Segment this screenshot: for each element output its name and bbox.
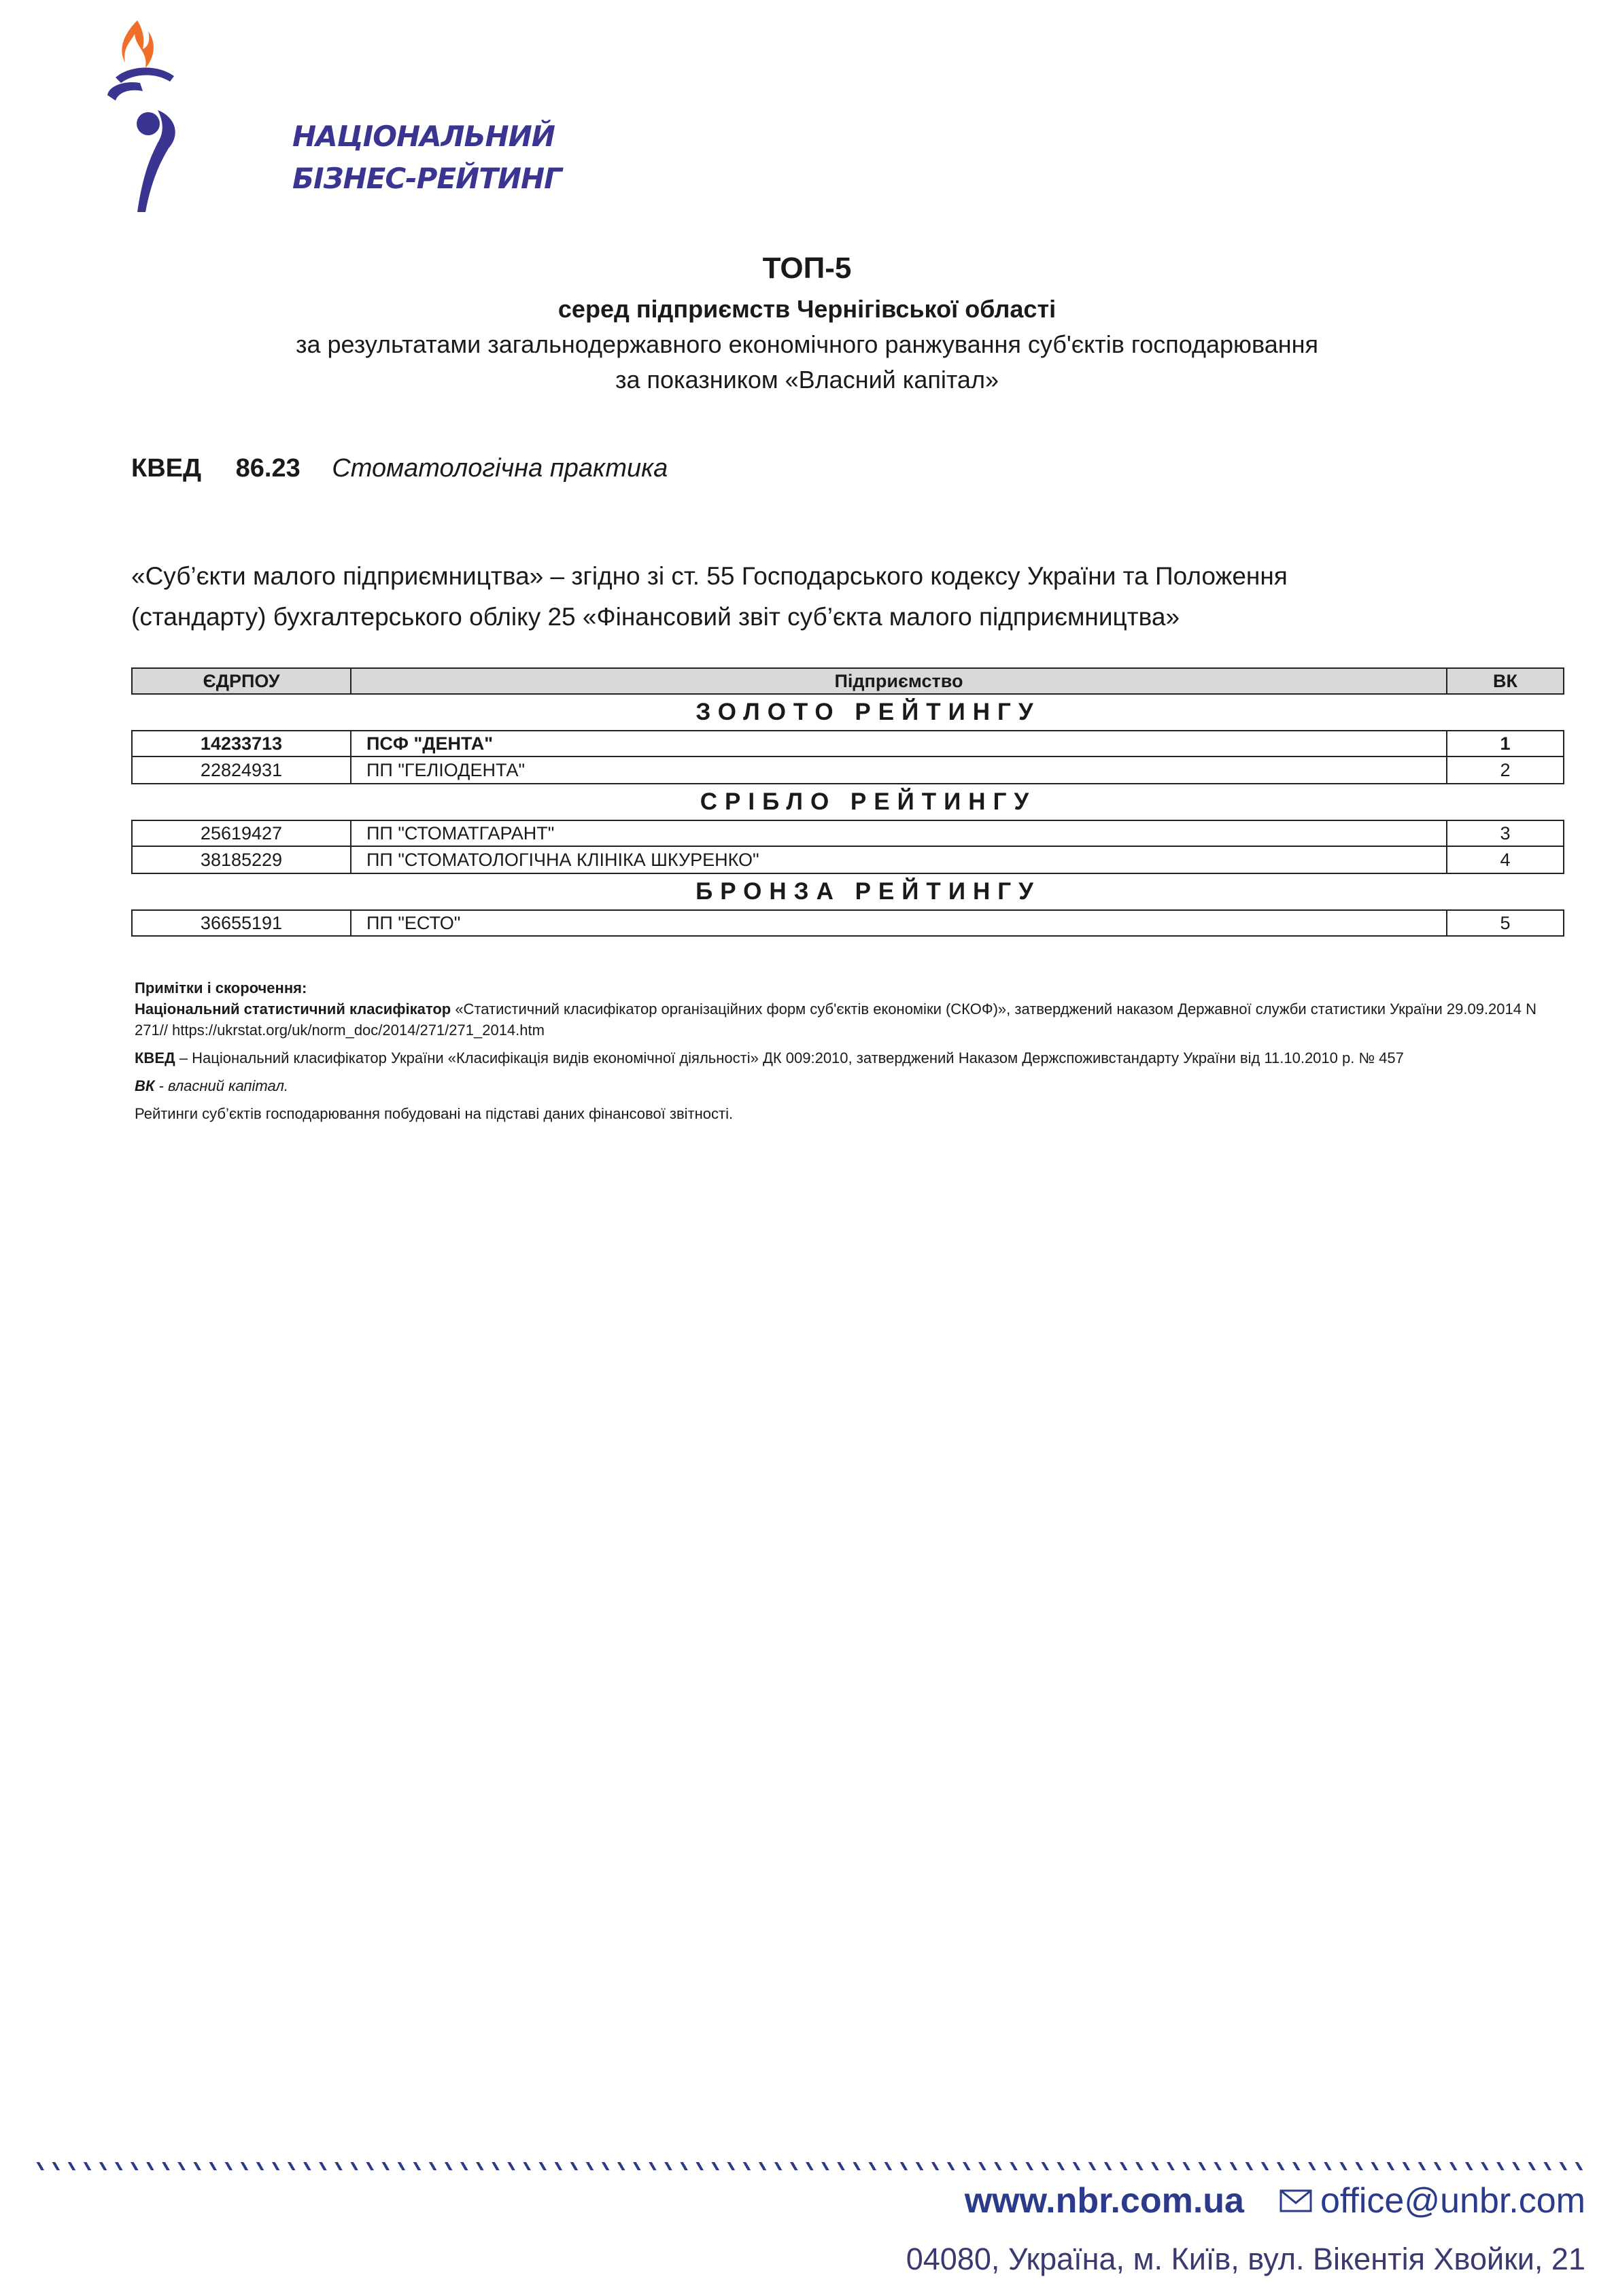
edrpou-cell: 36655191 xyxy=(133,911,351,935)
note-kved-text: – Національний класифікатор України «Класифікація видів економічної діяльності» ДК 009:2010, затверджений Наказом Держспоживстандарту України від 11.10.2010 р. № 457 xyxy=(175,1049,1404,1066)
company-cell: ПП "ЕСТО" xyxy=(351,911,1447,935)
company-cell: ПП "СТОМАТГАРАНТ" xyxy=(351,821,1447,846)
logo-line-2: БІЗНЕС-РЕЙТИНГ xyxy=(292,162,562,195)
company-cell: ПП "ГЕЛІОДЕНТА" xyxy=(351,757,1447,783)
rank-cell: 4 xyxy=(1500,849,1511,870)
note-classifier xyxy=(135,998,1562,1041)
email-link[interactable]: office@unbr.com xyxy=(1320,2181,1585,2221)
note-classifier-term: Національний статистичний класифікатор xyxy=(135,1001,451,1017)
band-silver: СРІБЛО РЕЙТИНГУ xyxy=(700,788,1037,815)
ranking-table xyxy=(131,667,1564,937)
rank-cell: 3 xyxy=(1500,822,1511,843)
table-row xyxy=(131,847,1564,874)
description-line-1: «Суб’єкти малого підприємництва» – згідно зі ст. 55 Господарського кодексу України та Положення xyxy=(131,562,1288,590)
table-row xyxy=(131,909,1564,937)
kved-activity: Стоматологічна практика xyxy=(332,454,668,483)
header-edrpou: ЄДРПОУ xyxy=(133,669,351,693)
footer-contacts xyxy=(965,2180,1585,2221)
kved-code: 86.23 xyxy=(235,454,301,483)
header-vk: ВК xyxy=(1493,670,1517,691)
footer-divider xyxy=(34,2162,1587,2170)
note-vk-term: ВК xyxy=(135,1077,155,1094)
description-line-2: (стандарту) бухгалтерського обліку 25 «Фінансовий звіт суб’єкта малого підприємництва» xyxy=(131,603,1180,631)
heading-indicator: за показником «Власний капітал» xyxy=(615,366,999,394)
table-row xyxy=(131,820,1564,847)
header-company: Підприємство xyxy=(351,669,1447,693)
rank-cell: 1 xyxy=(1500,733,1511,754)
website-link[interactable]: www.nbr.com.ua xyxy=(964,2181,1244,2221)
note-kved xyxy=(135,1047,1562,1068)
rank-cell: 2 xyxy=(1500,759,1511,780)
kved-label: КВЕД xyxy=(131,454,202,483)
table-header xyxy=(131,667,1564,695)
table-row xyxy=(131,730,1564,757)
band-bronze: БРОНЗА РЕЙТИНГУ xyxy=(696,878,1041,905)
footer-address: 04080, Україна, м. Київ, вул. Вікентія Хвойки, 21 xyxy=(906,2242,1585,2276)
edrpou-cell: 14233713 xyxy=(133,731,351,756)
small-business-description xyxy=(131,556,1491,638)
notes-title: Примітки і скорочення: xyxy=(135,979,307,996)
logo-line-1: НАЦІОНАЛЬНИЙ xyxy=(292,120,555,153)
logo xyxy=(95,15,562,219)
note-kved-term: КВЕД xyxy=(135,1049,175,1066)
note-vk xyxy=(135,1075,1562,1096)
page-title: ТОП-5 xyxy=(762,251,852,285)
company-cell: ПСФ "ДЕНТА" xyxy=(351,731,1447,756)
kved-line xyxy=(131,454,668,483)
band-gold: ЗОЛОТО РЕЙТИНГУ xyxy=(696,699,1041,725)
note-basis: Рейтинги суб’єктів господарювання побудовані на підставі даних фінансової звітності. xyxy=(135,1105,734,1122)
heading-ranking-basis: за результатами загальнодержавного економічного ранжування суб'єктів господарювання xyxy=(295,330,1319,358)
edrpou-cell: 22824931 xyxy=(133,757,351,783)
document-heading xyxy=(0,251,1614,394)
rank-cell: 5 xyxy=(1500,912,1511,933)
notes-section xyxy=(135,977,1562,1131)
company-cell: ПП "СТОМАТОЛОГІЧНА КЛІНІКА ШКУРЕНКО" xyxy=(351,847,1447,873)
heading-region: серед підприємств Чернігівської області xyxy=(557,295,1057,323)
note-vk-text: - власний капітал. xyxy=(154,1077,289,1094)
edrpou-cell: 38185229 xyxy=(133,847,351,873)
envelope-icon xyxy=(1280,2180,1312,2221)
table-row xyxy=(131,757,1564,784)
torch-runner-icon xyxy=(95,15,211,219)
note-classifier-text: «Статистичний класифікатор організаційних форм суб'єктів економіки (СКОФ)», затверджений наказом Державної служби статистики України 29.09.2014 N 271// https://ukrstat.org/uk/norm_doc/2014/271/271_2014.htm xyxy=(135,1001,1536,1039)
edrpou-cell: 25619427 xyxy=(133,821,351,846)
